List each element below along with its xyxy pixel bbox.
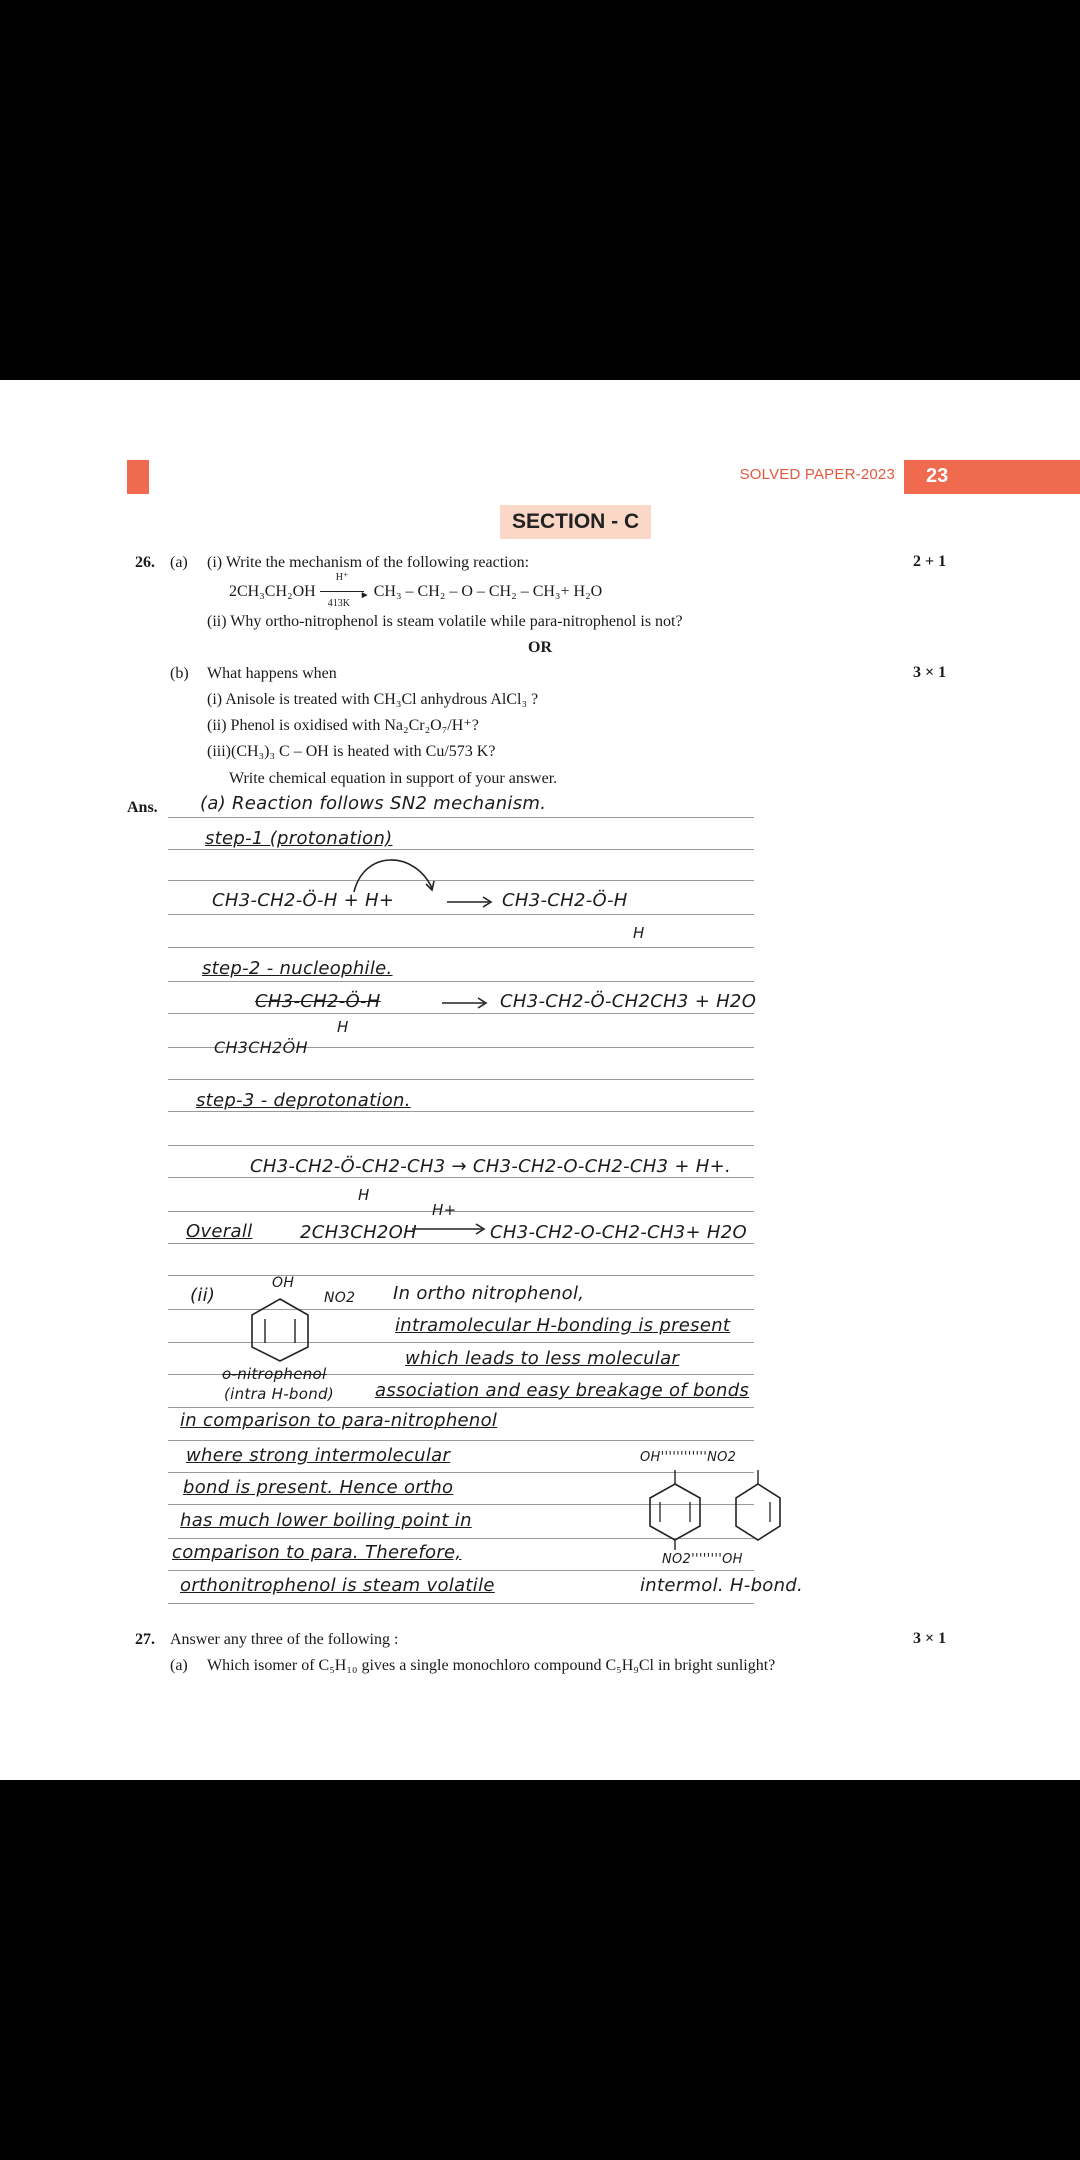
overall-equation-rhs: CH3-CH2-O-CH2-CH3+ H2O [490,1222,747,1243]
ruled-line [168,1570,754,1571]
part-label: (a) [170,554,188,571]
oh-label: OH [272,1275,295,1291]
ruled-line [168,880,754,881]
step1-hydrogen: H [633,924,645,942]
benzene-ring-icon [245,1295,315,1365]
explanation-line: in comparison to para-nitrophenol [180,1410,498,1431]
document-page [0,380,1080,1780]
question-text: (iii)(CH₃)₃ C – OH is heated with Cu/573 K? [207,743,496,760]
question-number: 26. [135,554,155,571]
step2-hydrogen: H [337,1018,349,1036]
answer-line: (a) Reaction follows SN2 mechanism. [200,793,547,814]
overall-equation-lhs: 2CH3CH2OH [300,1222,417,1243]
question-text: Answer any three of the following : [170,1631,399,1648]
step1-equation-lhs: CH3-CH2-Ö-H + H+ [212,890,395,911]
reaction-condition-top: H⁺ [335,572,349,584]
question-text: (ii) Why ortho-nitrophenol is steam volatile while para-nitrophenol is not? [207,613,683,630]
reaction-arrow-icon [440,993,490,1013]
step-title: step-2 - nucleophile. [202,958,393,979]
page-number-badge [904,460,1080,494]
explanation-line: In ortho nitrophenol, [393,1283,585,1304]
reaction-arrow-icon [445,892,495,912]
answer-label: Ans. [127,799,158,816]
explanation-line: orthonitrophenol is steam volatile [180,1575,495,1596]
ruled-line [168,1440,754,1441]
step3-equation: CH3-CH2-Ö-CH2-CH3 → CH3-CH2-O-CH2-CH3 + H+. [250,1156,732,1177]
reaction-lhs: 2CH₃CH₂OH [229,583,316,600]
step2-equation-rhs: CH3-CH2-Ö-CH2CH3 + H2O [500,991,757,1012]
overall-condition: H+ [432,1201,457,1219]
explanation-line: has much lower boiling point in [180,1510,472,1531]
reaction-equation [229,572,603,610]
reaction-arrow-icon [410,1219,490,1239]
section-title: SECTION - C [500,505,651,539]
ruled-line [168,1603,754,1604]
question-number: 27. [135,1631,155,1648]
ruled-line [168,914,754,915]
ortho-nitrophenol-label: o-nitrophenol [222,1365,327,1383]
ruled-line [168,1145,754,1146]
arrow-head-icon: ► [359,590,370,602]
explanation-line: intramolecular H-bonding is present [395,1315,731,1336]
step2-equation-lhs: CH3-CH2-Ö-H [255,991,381,1012]
explanation-line: bond is present. Hence ortho [183,1477,454,1498]
series-label: SOLVED PAPER-2023 [739,466,895,483]
ruled-line [168,947,754,948]
ruled-line [168,1079,754,1080]
intra-h-bond-label: (intra H-bond) [224,1385,335,1403]
overall-label: Overall [186,1221,253,1242]
reaction-arrow [320,572,370,610]
step1-equation-rhs: CH3-CH2-Ö-H [502,890,628,911]
question-text: What happens when [207,665,337,682]
ruled-line [168,1177,754,1178]
intermolecular-label: intermol. H-bond. [640,1575,804,1596]
marks-label: 2 + 1 [913,553,947,570]
explanation-line: which leads to less molecular [405,1348,680,1369]
or-separator: OR [528,639,552,656]
step3-hydrogen: H [358,1186,370,1204]
question-text: (ii) Phenol is oxidised with Na₂Cr₂O₇/H⁺? [207,717,479,734]
ruled-line [168,1275,754,1276]
para-top-label: OH''''''''''''NO2 [640,1450,737,1465]
para-nitrophenol-dimer-icon [620,1470,800,1550]
no2-label: NO2 [324,1290,356,1306]
step-title: step-3 - deprotonation. [196,1090,411,1111]
ruled-line [168,1013,754,1014]
electron-arrow-icon [344,840,444,900]
part-ii-label: (ii) [190,1285,216,1306]
step-title: step-1 (protonation) [205,828,393,849]
marks-label: 3 × 1 [913,664,947,681]
question-text: Write chemical equation in support of your answer. [229,770,558,787]
part-label: (b) [170,665,189,682]
reaction-condition-bottom: 413K [327,598,350,610]
part-label: (a) [170,1657,188,1674]
explanation-line: comparison to para. Therefore, [172,1542,462,1563]
ruled-line [168,1407,754,1408]
question-text: (i) Anisole is treated with CH₃Cl anhydrous AlCl₃ ? [207,691,539,708]
ruled-line [168,1111,754,1112]
ruled-line [168,849,754,850]
page-number: 23 [926,465,949,487]
ruled-line [168,981,754,982]
ruled-line [168,817,754,818]
arrow-shaft [320,591,364,592]
ruled-line [168,1211,754,1212]
explanation-line: where strong intermolecular [186,1445,451,1466]
marks-label: 3 × 1 [913,1630,947,1647]
question-text: (i) Write the mechanism of the following reaction: [207,554,530,571]
step2-nucleophile: CH3CH2ÖH [214,1038,308,1057]
header-accent-mark [127,460,149,494]
ruled-line [168,1243,754,1244]
explanation-line: association and easy breakage of bonds [375,1380,750,1401]
para-bottom-label: NO2''''''''OH [662,1552,743,1567]
reaction-rhs: CH₃ – CH₂ – O – CH₂ – CH₃+ H₂O [373,583,603,600]
question-text: Which isomer of C₅H₁₀ gives a single monochloro compound C₅H₉Cl in bright sunlight? [207,1657,776,1674]
